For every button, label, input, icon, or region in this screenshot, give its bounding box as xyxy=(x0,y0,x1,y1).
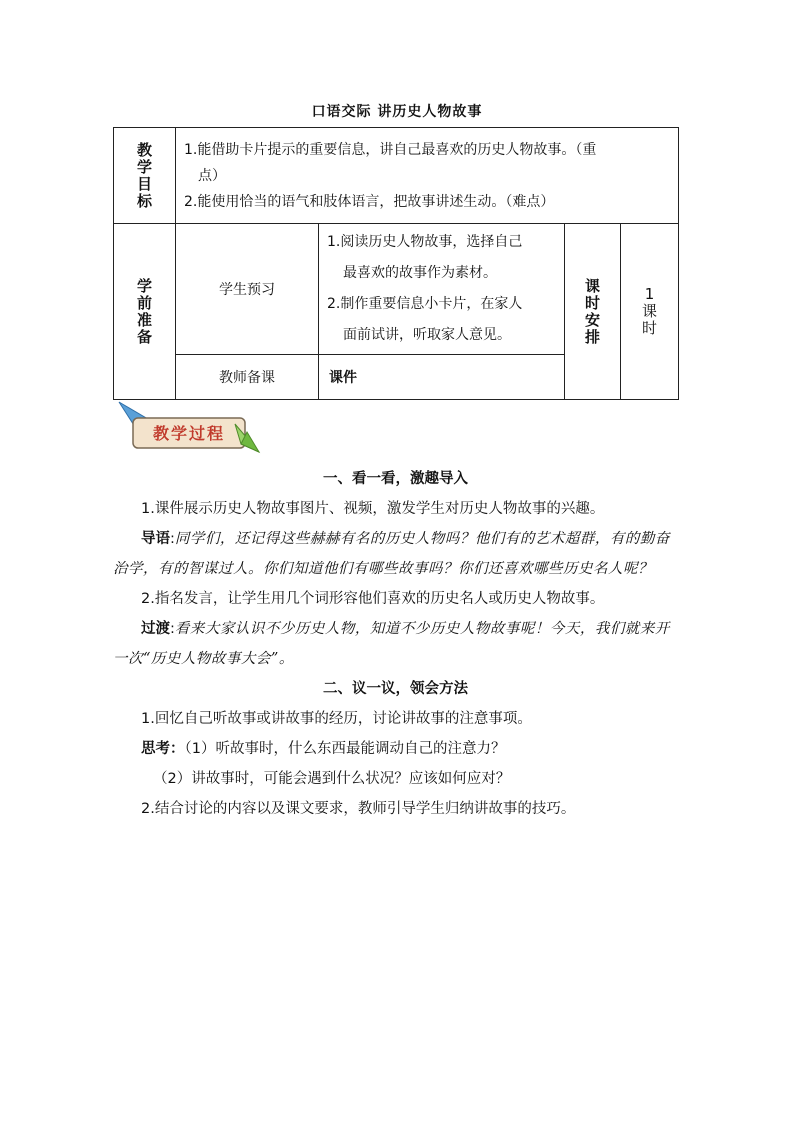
student-prep-line: 面前试讲，听取家人意见。 xyxy=(343,327,511,343)
goal-label: 教学目标 xyxy=(136,140,152,210)
section-1-transition: 过渡:看来大家认识不少历史人物，知道不少历史人物故事呢！今天，我们就来开一次“历史人物故事大会”。 xyxy=(113,621,670,667)
lesson-plan-table xyxy=(113,127,679,400)
section-1-guide: 导语:同学们，还记得这些赫赫有名的历史人物吗？他们有的艺术超群，有的勤奋治学，有的智谋过人。你们知道他们有哪些故事吗？你们还喜欢哪些历史名人呢？ xyxy=(113,531,670,577)
banner-text: 教学过程 xyxy=(152,424,226,443)
goal-line: 1.能借助卡片提示的重要信息，讲自己最喜欢的历史人物故事。（重 xyxy=(184,141,597,158)
transition-label: 过渡 xyxy=(141,621,170,637)
section-1-title: 一、看一看，激趣导入 xyxy=(323,471,468,487)
lesson-content xyxy=(113,464,678,824)
student-prep-label: 学生预习 xyxy=(176,224,319,355)
schedule-label-cell xyxy=(565,224,621,400)
goals-cell xyxy=(176,128,679,224)
transition-text: 看来大家认识不少历史人物，知道不少历史人物故事呢！今天，我们就来开一次“历史人物故事大会”。 xyxy=(113,621,670,667)
goal-line: 2.能使用恰当的语气和肢体语言，把故事讲述生动。（难点） xyxy=(184,193,555,210)
guide-label: 导语 xyxy=(141,531,170,547)
goal-label-cell xyxy=(114,128,176,224)
section-1-para-2: 2.指名发言，让学生用几个词形容他们喜欢的历史名人或历史人物故事。 xyxy=(141,591,605,607)
section-2-question-2: （2）讲故事时，可能会遇到什么状况？应该如何应对？ xyxy=(153,771,511,787)
student-prep-cell xyxy=(319,224,565,355)
teacher-prep-label: 教师备课 xyxy=(176,355,319,400)
hours-value: 1课时 xyxy=(642,285,658,337)
guide-text: 同学们，还记得这些赫赫有名的历史人物吗？他们有的艺术超群，有的勤奋治学，有的智谋过人。你们知道他们有哪些故事吗？你们还喜欢哪些历史名人呢？ xyxy=(113,531,670,577)
section-2-para-2: 2.结合讨论的内容以及课文要求，教师引导学生归纳讲故事的技巧。 xyxy=(141,801,576,817)
paper-plane-icon xyxy=(117,400,263,456)
think-label: 思考： xyxy=(141,741,185,757)
student-prep-line: 最喜欢的故事作为素材。 xyxy=(343,265,497,281)
hours-cell xyxy=(621,224,679,400)
student-prep-line: 1.阅读历史人物故事，选择自己 xyxy=(327,234,523,250)
goal-line: 点） xyxy=(198,167,226,184)
section-2-para-1: 1.回忆自己听故事或讲故事的经历，讨论讲故事的注意事项。 xyxy=(141,711,532,727)
page-title: 口语交际 讲历史人物故事 xyxy=(311,104,483,120)
section-1-para-1: 1.课件展示历史人物故事图片、视频，激发学生对历史人物故事的兴趣。 xyxy=(141,501,605,517)
section-2-think xyxy=(113,734,678,764)
section-2-title: 二、议一议，领会方法 xyxy=(323,681,468,697)
schedule-label: 课时安排 xyxy=(584,276,600,346)
think-question-1: （1）听故事时，什么东西最能调动自己的注意力？ xyxy=(184,741,506,757)
teacher-prep-value: 课件 xyxy=(319,355,565,400)
section-banner xyxy=(117,400,263,456)
prep-label: 学前准备 xyxy=(136,276,152,346)
prep-label-cell xyxy=(114,224,176,400)
student-prep-line: 2.制作重要信息小卡片，在家人 xyxy=(327,296,523,312)
